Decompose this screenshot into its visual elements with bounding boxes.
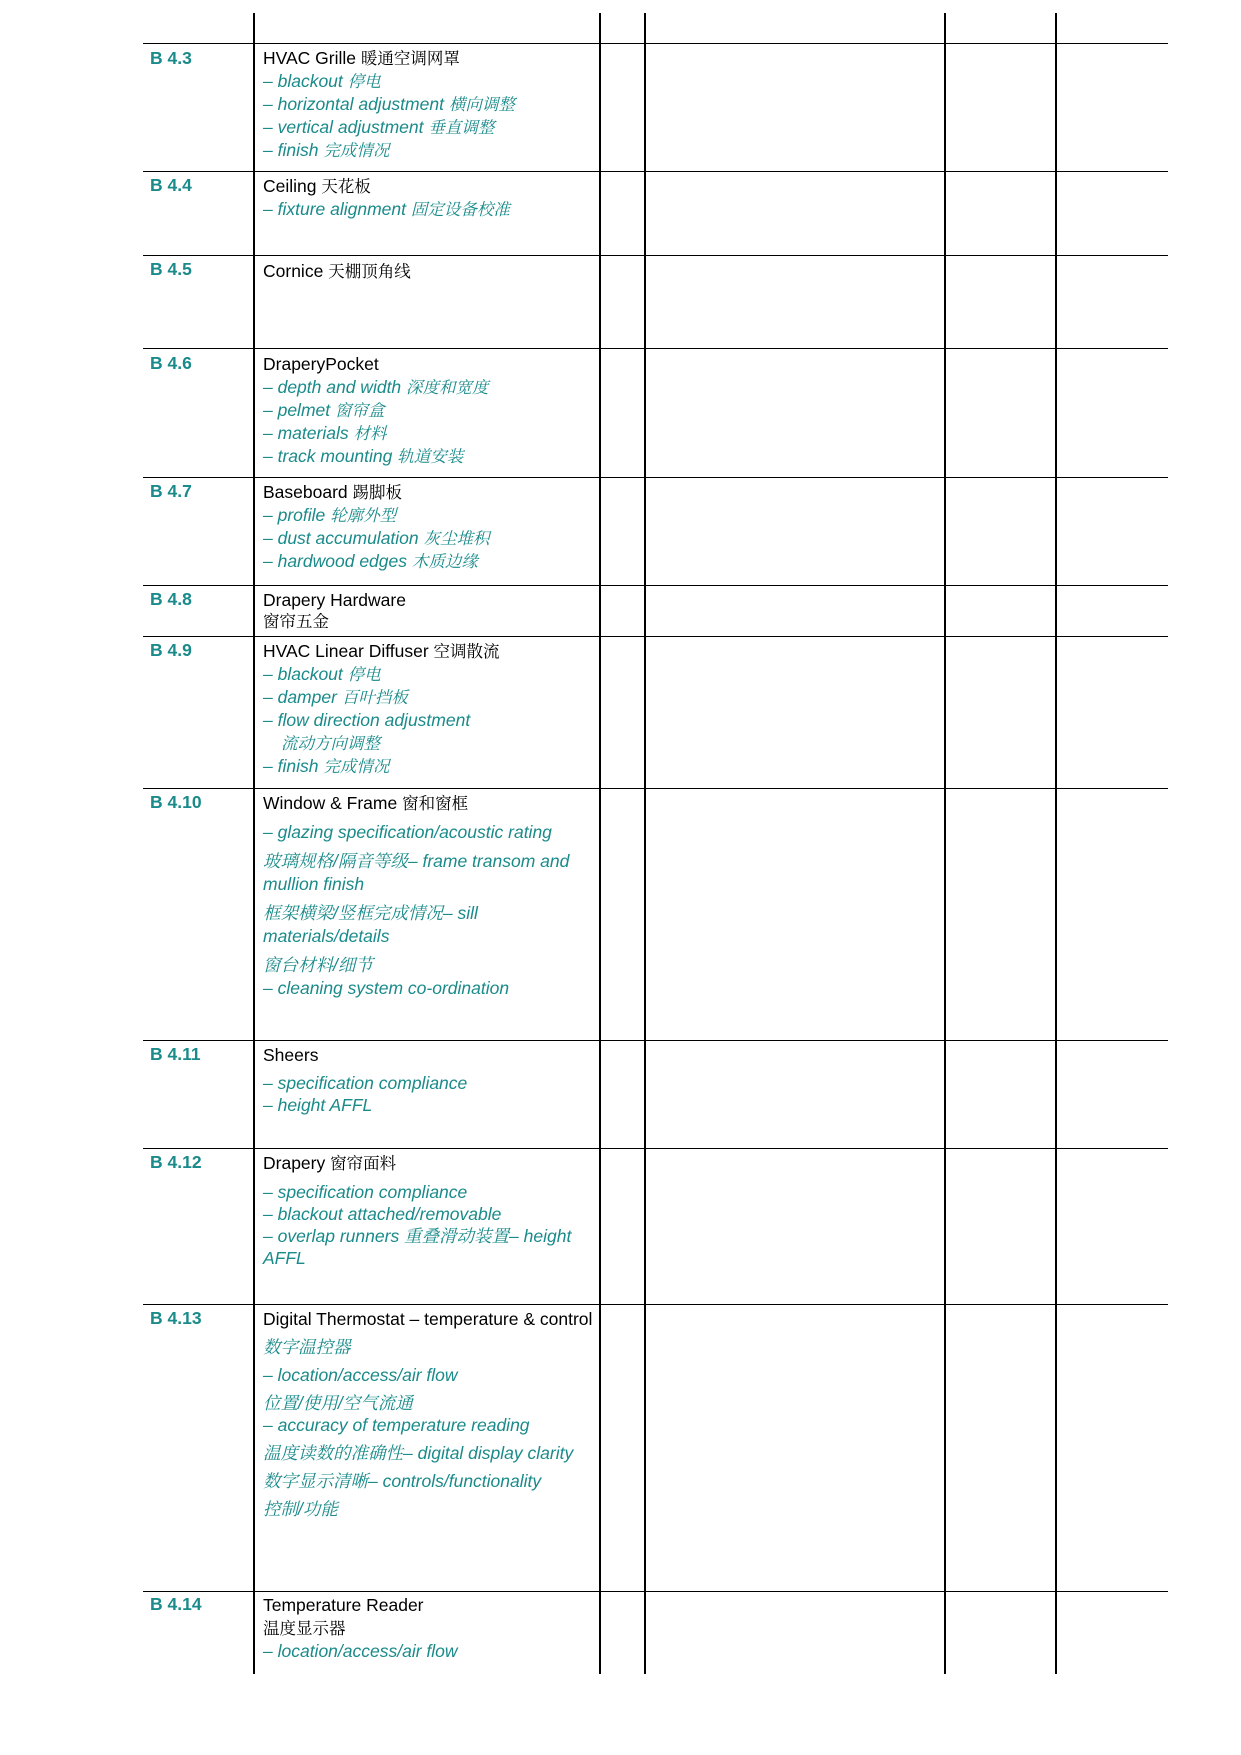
check-point: 温度读数的准确性– digital display clarity	[263, 1443, 574, 1463]
item-title-zh: 窗帘五金	[263, 612, 329, 631]
row-id: B 4.12	[150, 1152, 202, 1172]
row-divider	[143, 43, 1168, 44]
check-point: – damper	[263, 687, 337, 707]
row-id: B 4.13	[150, 1308, 202, 1328]
check-point-zh: 停电	[347, 72, 381, 91]
check-point: 窗台材料/细节	[263, 955, 373, 975]
row-id: B 4.11	[150, 1044, 201, 1064]
check-point-zh: 固定设备校准	[410, 200, 510, 219]
item-title: DraperyPocket	[263, 354, 379, 374]
item-title-zh: 天花板	[321, 177, 371, 196]
row-id: B 4.5	[150, 259, 192, 279]
item-title: Drapery	[263, 1153, 326, 1173]
check-point: 数字显示清晰– controls/functionality	[263, 1471, 542, 1491]
row-description	[263, 175, 598, 221]
row-description	[263, 1044, 598, 1116]
row-divider	[143, 1148, 1168, 1149]
row-id: B 4.14	[150, 1594, 202, 1614]
check-point: – finish	[263, 756, 319, 776]
row-description	[263, 792, 598, 1000]
check-point-zh: 灰尘堆积	[423, 529, 490, 548]
check-point: – profile	[263, 505, 326, 525]
item-title: Temperature Reader	[263, 1595, 424, 1615]
row-divider	[143, 348, 1168, 349]
check-point: 玻璃规格/隔音等级– frame transom and mullion finish	[263, 851, 570, 894]
check-point-zh: 横向调整	[448, 95, 515, 114]
check-point: – fixture alignment	[263, 199, 406, 219]
item-title: Ceiling	[263, 176, 317, 196]
check-point: 框架横梁/竖框完成情况– sill materials/details	[263, 903, 478, 946]
row-id: B 4.10	[150, 792, 202, 812]
check-point: – specification compliance	[263, 1073, 468, 1093]
check-point-zh: 窗帘盒	[335, 401, 385, 420]
column-divider	[944, 13, 946, 1674]
item-title: Cornice	[263, 261, 324, 281]
item-title: HVAC Linear Diffuser	[263, 641, 429, 661]
row-divider	[143, 171, 1168, 172]
check-point: – specification compliance	[263, 1182, 468, 1202]
check-point: – hardwood edges	[263, 551, 407, 571]
item-title-zh: 温度显示器	[263, 1619, 346, 1638]
row-description	[263, 1594, 598, 1663]
check-point: – vertical adjustment	[263, 117, 424, 137]
row-description	[263, 260, 598, 283]
row-description	[263, 589, 598, 633]
check-point: – materials	[263, 423, 349, 443]
check-point: – blackout attached/removable	[263, 1204, 502, 1224]
check-point-zh: 垂直调整	[428, 118, 495, 137]
item-title-zh: 踢脚板	[352, 483, 403, 502]
check-point: – height AFFL	[263, 1095, 373, 1115]
check-point: – depth and width	[263, 377, 402, 397]
item-title-zh: 暖通空调网罩	[360, 49, 460, 68]
row-id: B 4.9	[150, 640, 192, 660]
check-point: – horizontal adjustment	[263, 94, 444, 114]
check-point: – location/access/air flow	[263, 1641, 458, 1661]
check-point-zh: 百叶挡板	[341, 688, 408, 707]
row-divider	[143, 788, 1168, 789]
check-point-zh: 木质边缘	[411, 552, 478, 571]
row-description	[263, 640, 598, 778]
check-point: 数字温控器	[263, 1337, 351, 1357]
check-point: – accuracy of temperature reading	[263, 1415, 530, 1435]
row-id: B 4.8	[150, 589, 192, 609]
check-point: – pelmet	[263, 400, 331, 420]
item-title: Sheers	[263, 1045, 319, 1065]
check-point: – overlap runners 重叠滑动装置– height AFFL	[263, 1226, 572, 1268]
check-point-zh: 完成情况	[323, 141, 390, 160]
check-point: 位置/使用/空气流通	[263, 1393, 413, 1413]
check-point: – track mounting	[263, 446, 393, 466]
check-point: – cleaning system co-ordination	[263, 978, 510, 998]
item-title: Baseboard	[263, 482, 348, 502]
check-point: – location/access/air flow	[263, 1365, 458, 1385]
row-divider	[143, 585, 1168, 586]
item-title: Drapery Hardware	[263, 590, 406, 610]
row-description	[263, 1308, 598, 1520]
check-point-zh: 深度和宽度	[406, 378, 489, 397]
column-divider	[599, 13, 601, 1674]
check-point-zh: 完成情况	[323, 757, 390, 776]
row-id: B 4.6	[150, 353, 192, 373]
check-point: – finish	[263, 140, 319, 160]
row-id: B 4.3	[150, 48, 192, 68]
item-title: Digital Thermostat – temperature & control	[263, 1309, 593, 1329]
row-divider	[143, 477, 1168, 478]
column-divider	[253, 13, 255, 1674]
item-title-zh: 窗帘面料	[330, 1154, 397, 1173]
row-divider	[143, 1591, 1168, 1592]
check-point-zh: 材料	[353, 424, 387, 443]
check-point: – blackout	[263, 664, 343, 684]
check-point-zh: 停电	[347, 665, 381, 684]
check-point: – flow direction adjustment	[263, 710, 471, 730]
item-title: HVAC Grille	[263, 48, 357, 68]
column-divider	[1055, 13, 1057, 1674]
item-title-zh: 空调散流	[433, 642, 500, 661]
item-title-zh: 天棚顶角线	[328, 262, 411, 281]
row-description	[263, 353, 598, 468]
row-divider	[143, 1040, 1168, 1041]
row-description	[263, 481, 598, 573]
check-point-zh: 轮廓外型	[330, 506, 397, 525]
check-point: – dust accumulation	[263, 528, 419, 548]
row-divider	[143, 636, 1168, 637]
row-id: B 4.7	[150, 481, 192, 501]
column-divider	[644, 13, 646, 1674]
check-point-zh: 流动方向调整	[281, 734, 380, 753]
item-title-zh: 窗和窗框	[402, 794, 469, 813]
row-description	[263, 1152, 598, 1269]
row-divider	[143, 1304, 1168, 1305]
row-description	[263, 47, 598, 162]
row-id: B 4.4	[150, 175, 192, 195]
item-title: Window & Frame	[263, 793, 398, 813]
row-divider	[143, 255, 1168, 256]
check-point: – glazing specification/acoustic rating	[263, 822, 552, 842]
check-point: 控制/功能	[263, 1499, 338, 1519]
check-point: – blackout	[263, 71, 343, 91]
check-point-zh: 轨道安装	[397, 447, 464, 466]
